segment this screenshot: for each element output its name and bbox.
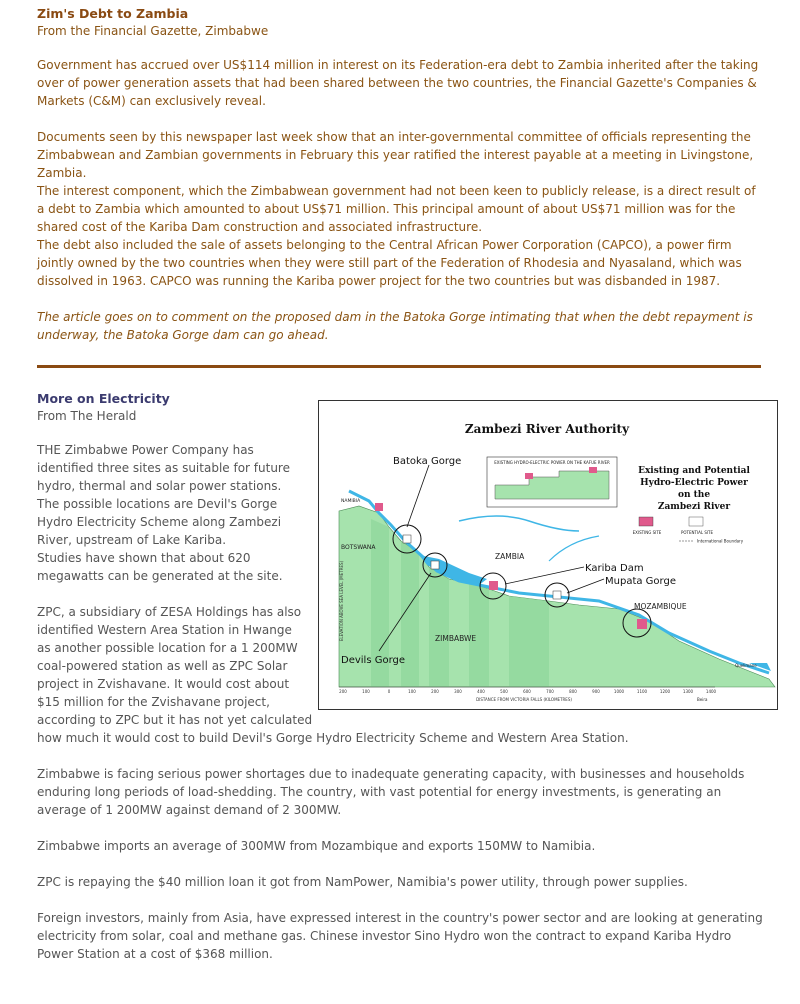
x-tick-label: 500 (500, 689, 508, 694)
section-divider (37, 365, 761, 368)
label-zimbabwe: ZIMBABWE (435, 634, 477, 643)
article-title: Zim's Debt to Zambia (37, 6, 189, 21)
text-line: ZPC, a subsidiary of ZESA Holdings has also (37, 605, 302, 619)
x-tick-label: 200 (431, 689, 439, 694)
paragraph: ZPC is repaying the $40 million loan it got from NamPower, Namibia's power utility, through power supplies. (37, 875, 688, 889)
cahora-bassa-dam (637, 619, 647, 629)
label-batoka-gorge: Batoka Gorge (393, 456, 462, 467)
text-line: project in Zvishavane. It would cost about (37, 677, 290, 691)
text-line: Studies have shown that about 620 (37, 551, 251, 565)
x-tick-label: 1200 (659, 689, 671, 694)
kariba-dam-marker (489, 581, 498, 590)
x-tick-label: 400 (477, 689, 485, 694)
y-axis-label: ELEVATION ABOVE SEA LEVEL (METRES) (339, 560, 344, 642)
x-tick-label: 600 (523, 689, 531, 694)
label-quelimane: Quelimane (735, 663, 757, 668)
devils-gorge-dam (431, 561, 439, 569)
label-kariba-dam: Kariba Dam (585, 563, 644, 574)
text-line: hydro, thermal and solar power stations. (37, 479, 282, 493)
x-tick-label: 800 (569, 689, 577, 694)
label-namibia: NAMIBIA (341, 499, 361, 504)
text-line: Hydro Electricity Scheme along Zambezi (37, 515, 282, 529)
x-tick-label: 100 (362, 689, 370, 694)
paragraph: The interest component, which the Zimbabwean government had not been keen to publicly release, is a direct result of a debt to Zambia which amounted to about US$71 million. This principal amount of about US$71 million was for the shared cost of the Kariba Dam construction and associated infrastructure. (37, 184, 756, 234)
legend-line: on the (677, 490, 711, 500)
text-line: THE Zimbabwe Power Company has (37, 443, 254, 457)
legend-line: Existing and Potential (638, 466, 750, 476)
paragraph: The debt also included the sale of assets belonging to the Central African Power Corporation (CAPCO), a power firm jointly owned by the two countries when they were still part of the Federation of Rhodesia and Nyasaland, which was dissolved in 1963. CAPCO was running the Kariba power project for the two countries but was disbanded in 1987. (37, 238, 742, 288)
text-line: according to ZPC but it has not yet calculated (37, 713, 313, 727)
map-title: Zambezi River Authority (464, 422, 630, 436)
kafue-inset (487, 457, 617, 507)
legend-line: Hydro-Electric Power (640, 478, 748, 488)
text-line: identified Western Area Station in Hwange (37, 623, 292, 637)
text-line: identified three sites as suitable for future (37, 461, 290, 475)
legend-potential-site: POTENTIAL SITE (680, 530, 714, 535)
paragraph: Government has accrued over US$114 million in interest on its Federation-era debt to Zambia inherited after the taking over of power generation assets that had been shared between the two countries, the Financial Gazette's Companies & Markets (C&M) can exclusively reveal. (37, 58, 759, 108)
paragraph: Documents seen by this newspaper last week show that an inter-governmental committee of officials representing the Zimbabwean and Zambian governments in February this year ratified the interest payable at a meeting in Livingstone, Zambia. (37, 130, 754, 180)
legend-line: Zambezi River (657, 502, 731, 512)
x-axis-label: DISTANCE FROM VICTORIA FALLS (KILOMETRES) (476, 697, 572, 702)
label-botswana: BOTSWANA (341, 544, 376, 551)
text-line: River, upstream of Lake Kariba. (37, 533, 227, 547)
label-mozambique: MOZAMBIQUE (634, 602, 687, 611)
article-title: More on Electricity (37, 391, 170, 406)
x-tick-label: 1300 (682, 689, 694, 694)
label-beira: Beira (697, 697, 708, 702)
article-source: From The Herald (37, 409, 137, 423)
x-tick-label: 200 (339, 689, 347, 694)
text-line: The possible locations are Devil's Gorge (37, 497, 278, 511)
x-axis-ticks (339, 689, 716, 694)
text-line: how much it would cost to build Devil's Gorge Hydro Electricity Scheme and Western Area Station. (37, 731, 629, 745)
label-mupata-gorge: Mupata Gorge (605, 576, 676, 587)
paragraph: Zimbabwe is facing serious power shortages due to inadequate generating capacity, with businesses and households enduring long periods of load-shedding. The country, with vast potential for energy investments, is generating an average of 1 200MW against demand of 2 300MW. (37, 767, 745, 817)
editor-note: The article goes on to comment on the proposed dam in the Batoka Gorge intimating that when the debt repayment is underway, the Batoka Gorge dam can go ahead. (37, 310, 753, 342)
article-debt-to-zambia (37, 6, 765, 344)
article-source: From the Financial Gazette, Zimbabwe (37, 24, 269, 38)
x-tick-label: 1400 (705, 689, 717, 694)
label-devils-gorge: Devils Gorge (341, 655, 406, 666)
text-line: as another possible location for a 1 200MW (37, 641, 298, 655)
zambezi-map-figure (318, 400, 778, 710)
legend-intl-boundary: International Boundary (697, 538, 744, 544)
paragraph: Zimbabwe imports an average of 300MW from Mozambique and exports 150MW to Namibia. (37, 839, 596, 853)
batoka-dam (403, 535, 411, 543)
x-tick-label: 100 (408, 689, 416, 694)
x-tick-label: 300 (454, 689, 462, 694)
paragraph: Foreign investors, mainly from Asia, have expressed interest in the country's power sector and are looking at generating electricity from solar, coal and methane gas. Chinese investor Sino Hydro won the contract to expand Kariba Hydro Power Station at a cost of $368 million. (37, 911, 763, 961)
mupata-dam (553, 591, 561, 599)
label-zambia: ZAMBIA (495, 552, 525, 561)
x-tick-label: 1100 (636, 689, 648, 694)
text-line: coal-powered station as well as ZPC Solar (37, 659, 288, 673)
x-tick-label: 900 (592, 689, 600, 694)
legend-existing-site: EXISTING SITE (632, 530, 662, 535)
x-tick-label: 700 (546, 689, 554, 694)
x-tick-label: 1000 (613, 689, 625, 694)
text-line: $15 million for the Zvishavane project, (37, 695, 270, 709)
text-line: megawatts can be generated at the site. (37, 569, 283, 583)
map-legend-title (638, 466, 750, 512)
kafue-inset-title: EXISTING HYDRO-ELECTRIC POWER ON THE KAFUE RIVER (494, 460, 610, 465)
x-tick-label: 0 (387, 689, 391, 694)
victoria-falls-dam (375, 503, 383, 511)
legend-sites (633, 517, 744, 544)
